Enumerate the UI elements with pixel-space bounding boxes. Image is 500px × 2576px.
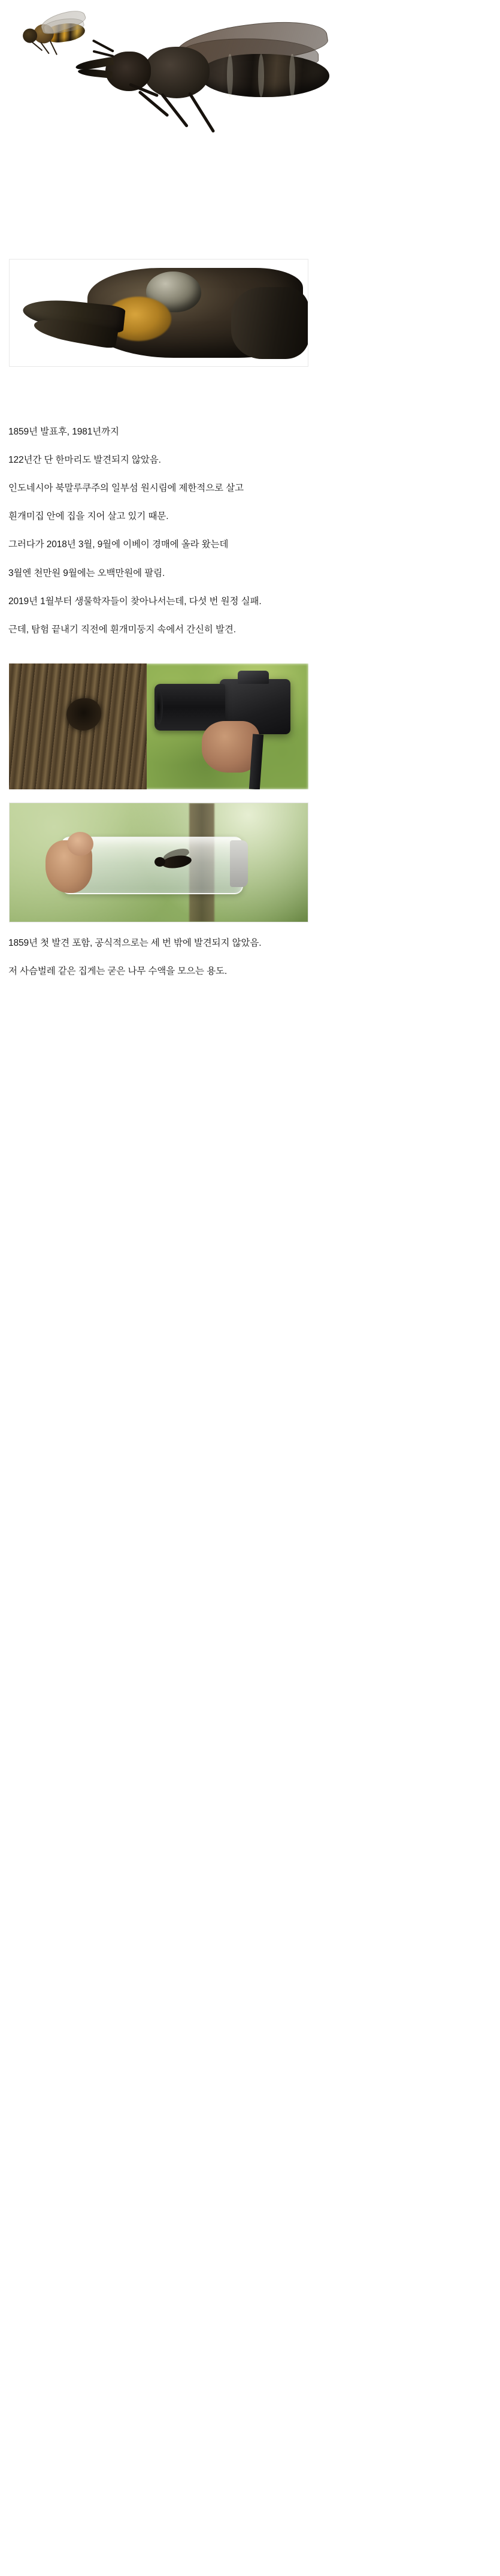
article-body-upper <box>0 424 500 637</box>
bee-size-comparison-canvas <box>0 7 500 259</box>
bee-in-bottle-photo <box>9 803 308 922</box>
giant-bee-leg <box>188 92 216 133</box>
captured-giant-bee <box>152 849 194 875</box>
paragraph: 저 사슴벌레 같은 집게는 굳은 나무 수액을 모으는 용도. <box>8 966 228 976</box>
paragraph: 흰개미집 안에 집을 지어 살고 있기 때문. <box>8 511 169 522</box>
giant-bee-abdomen-band <box>258 54 264 97</box>
article-page <box>0 7 500 2576</box>
camera-at-termite-nest-photo <box>9 663 308 789</box>
article-body-lower <box>0 936 500 979</box>
giant-bee-abdomen-band <box>289 54 295 97</box>
section-gap-mid-2 <box>0 789 500 803</box>
paragraph: 122년간 단 한마리도 발견되지 않았음. <box>8 455 161 466</box>
giant-bee-abdomen-band <box>227 54 233 97</box>
holding-thumb <box>67 832 93 856</box>
paragraph: 근데, 탐험 끝내기 직전에 흰개미둥지 속에서 간신히 발견. <box>8 624 236 635</box>
paragraph: 1859년 발표후, 1981년까지 <box>8 427 119 437</box>
wallace-giant-bee-illustration <box>72 20 335 128</box>
section-gap-mid <box>0 650 500 663</box>
bee-in-bottle-canvas <box>10 803 308 922</box>
paragraph: 3월엔 천만원 9월에는 오백만원에 팔림. <box>8 568 165 578</box>
honeybee-leg <box>50 41 57 55</box>
bottle-cap <box>230 840 248 887</box>
giant-bee-abdomen <box>201 54 329 97</box>
bee-head-macro-canvas <box>10 260 308 366</box>
section-gap-top <box>0 367 500 424</box>
captured-bee-head <box>154 857 165 867</box>
paragraph: 1859년 첫 발견 포함, 공식적으로는 세 번 밖에 발견되지 않았음. <box>8 937 262 948</box>
camera-scene-canvas <box>9 663 308 789</box>
page-bottom-gap <box>0 992 500 1016</box>
section-gap-mid-3 <box>0 922 500 936</box>
camera-lens-front <box>154 690 163 725</box>
paragraph: 인도네시아 북말루쿠주의 일부섬 원시림에 제한적으로 살고 <box>8 483 244 494</box>
macro-abdomen <box>231 287 308 359</box>
bee-size-comparison-photo <box>0 7 500 259</box>
giant-bee-thorax <box>144 47 210 98</box>
paragraph: 2019년 1월부터 생물학자들이 찾아나서는데, 다섯 번 원정 실패. <box>8 596 262 607</box>
paragraph: 그러다가 2018년 3월, 9월에 이베이 경매에 올라 왔는데 <box>8 539 229 550</box>
bee-head-macro-photo <box>9 259 308 367</box>
dslr-pentaprism <box>238 671 269 684</box>
honeybee-leg <box>40 42 50 55</box>
